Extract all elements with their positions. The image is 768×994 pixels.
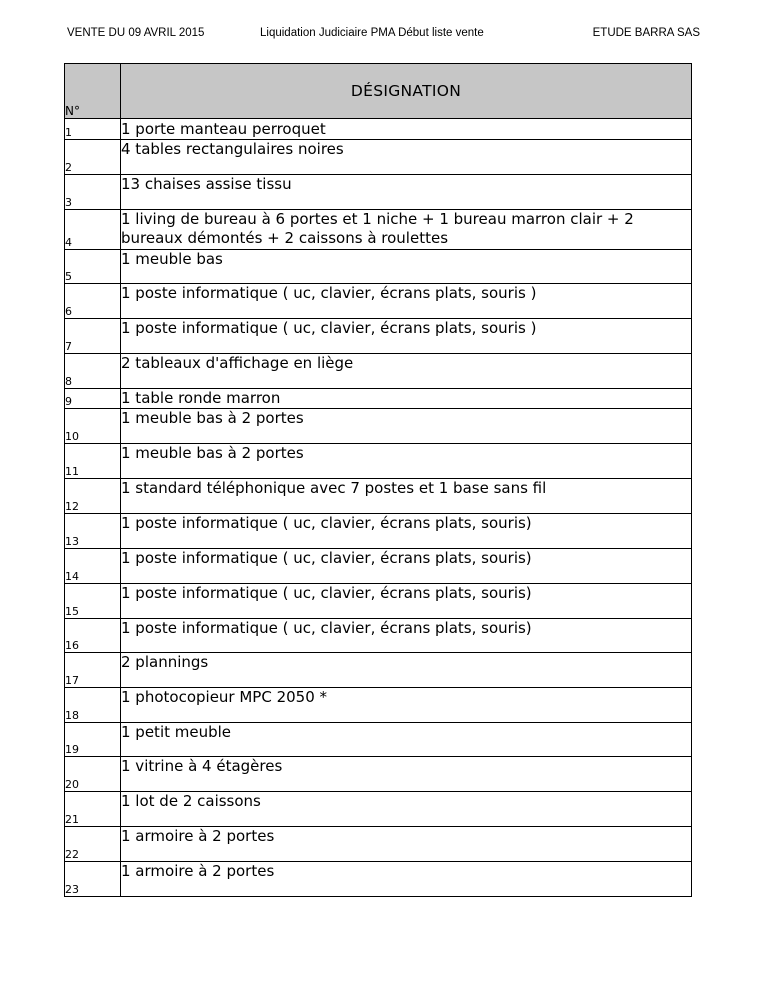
lot-designation: 2 plannings [121, 653, 692, 688]
lot-number: 5 [65, 250, 121, 284]
table-row [65, 653, 692, 688]
lot-number: 4 [65, 210, 121, 250]
lot-designation: 1 table ronde marron [121, 389, 692, 409]
lot-number: 14 [65, 549, 121, 584]
lot-designation: 1 meuble bas [121, 250, 692, 284]
lot-designation: 1 lot de 2 caissons [121, 792, 692, 827]
lot-designation: 1 photocopieur MPC 2050 * [121, 688, 692, 723]
header-title: Liquidation Judiciaire PMA Début liste vente [260, 27, 484, 39]
table-row [65, 175, 692, 210]
lot-designation: 1 porte manteau perroquet [121, 119, 692, 140]
table-row [65, 409, 692, 444]
lot-designation: 1 meuble bas à 2 portes [121, 444, 692, 479]
lot-designation: 1 poste informatique ( uc, clavier, écrans plats, souris) [121, 549, 692, 584]
table-row [65, 723, 692, 757]
lot-number: 8 [65, 354, 121, 389]
table-row [65, 210, 692, 250]
inventory-table [64, 63, 692, 897]
lot-number: 21 [65, 792, 121, 827]
lot-number: 3 [65, 175, 121, 210]
table-row [65, 862, 692, 897]
table-row [65, 584, 692, 619]
header-firm: ETUDE BARRA SAS [592, 27, 700, 39]
lot-number: 10 [65, 409, 121, 444]
table-row [65, 757, 692, 792]
table-row [65, 827, 692, 862]
lot-designation: 1 vitrine à 4 étagères [121, 757, 692, 792]
lot-number: 19 [65, 723, 121, 757]
table-row [65, 250, 692, 284]
column-header-designation: DÉSIGNATION [121, 64, 692, 119]
lot-number: 1 [65, 119, 121, 140]
lot-number: 16 [65, 619, 121, 653]
lot-designation: 1 poste informatique ( uc, clavier, écrans plats, souris) [121, 584, 692, 619]
lot-number: 2 [65, 140, 121, 175]
lot-designation: 1 petit meuble [121, 723, 692, 757]
lot-number: 15 [65, 584, 121, 619]
lot-number: 6 [65, 284, 121, 319]
lot-designation: 1 poste informatique ( uc, clavier, écrans plats, souris) [121, 619, 692, 653]
table-row [65, 792, 692, 827]
table-row [65, 354, 692, 389]
table-row [65, 319, 692, 354]
table-row [65, 444, 692, 479]
lot-designation: 1 standard téléphonique avec 7 postes et 1 base sans fil [121, 479, 692, 514]
lot-designation: 1 poste informatique ( uc, clavier, écrans plats, souris ) [121, 284, 692, 319]
lot-number: 12 [65, 479, 121, 514]
table-row [65, 284, 692, 319]
lot-designation: 4 tables rectangulaires noires [121, 140, 692, 175]
lot-number: 13 [65, 514, 121, 549]
lot-number: 20 [65, 757, 121, 792]
lot-designation: 1 meuble bas à 2 portes [121, 409, 692, 444]
table-header-row [65, 64, 692, 119]
lot-designation: 2 tableaux d'affichage en liège [121, 354, 692, 389]
table-row [65, 549, 692, 584]
lot-number: 17 [65, 653, 121, 688]
lot-number: 9 [65, 389, 121, 409]
lot-number: 7 [65, 319, 121, 354]
lot-number: 23 [65, 862, 121, 897]
table-row [65, 514, 692, 549]
lot-designation: 1 living de bureau à 6 portes et 1 niche + 1 bureau marron clair + 2 bureaux démontés + 2 caissons à roulettes [121, 210, 692, 250]
lot-designation: 1 poste informatique ( uc, clavier, écrans plats, souris) [121, 514, 692, 549]
lot-designation: 13 chaises assise tissu [121, 175, 692, 210]
lot-number: 22 [65, 827, 121, 862]
lot-designation: 1 armoire à 2 portes [121, 862, 692, 897]
lot-designation: 1 armoire à 2 portes [121, 827, 692, 862]
table-row [65, 119, 692, 140]
lot-designation: 1 poste informatique ( uc, clavier, écrans plats, souris ) [121, 319, 692, 354]
table-row [65, 619, 692, 653]
table-row [65, 140, 692, 175]
table-row [65, 479, 692, 514]
lot-number: 18 [65, 688, 121, 723]
lot-number: 11 [65, 444, 121, 479]
table-row [65, 688, 692, 723]
column-header-number: N° [65, 64, 121, 119]
page-header [0, 27, 768, 43]
header-sale-date: VENTE DU 09 AVRIL 2015 [67, 27, 205, 39]
table-row [65, 389, 692, 409]
